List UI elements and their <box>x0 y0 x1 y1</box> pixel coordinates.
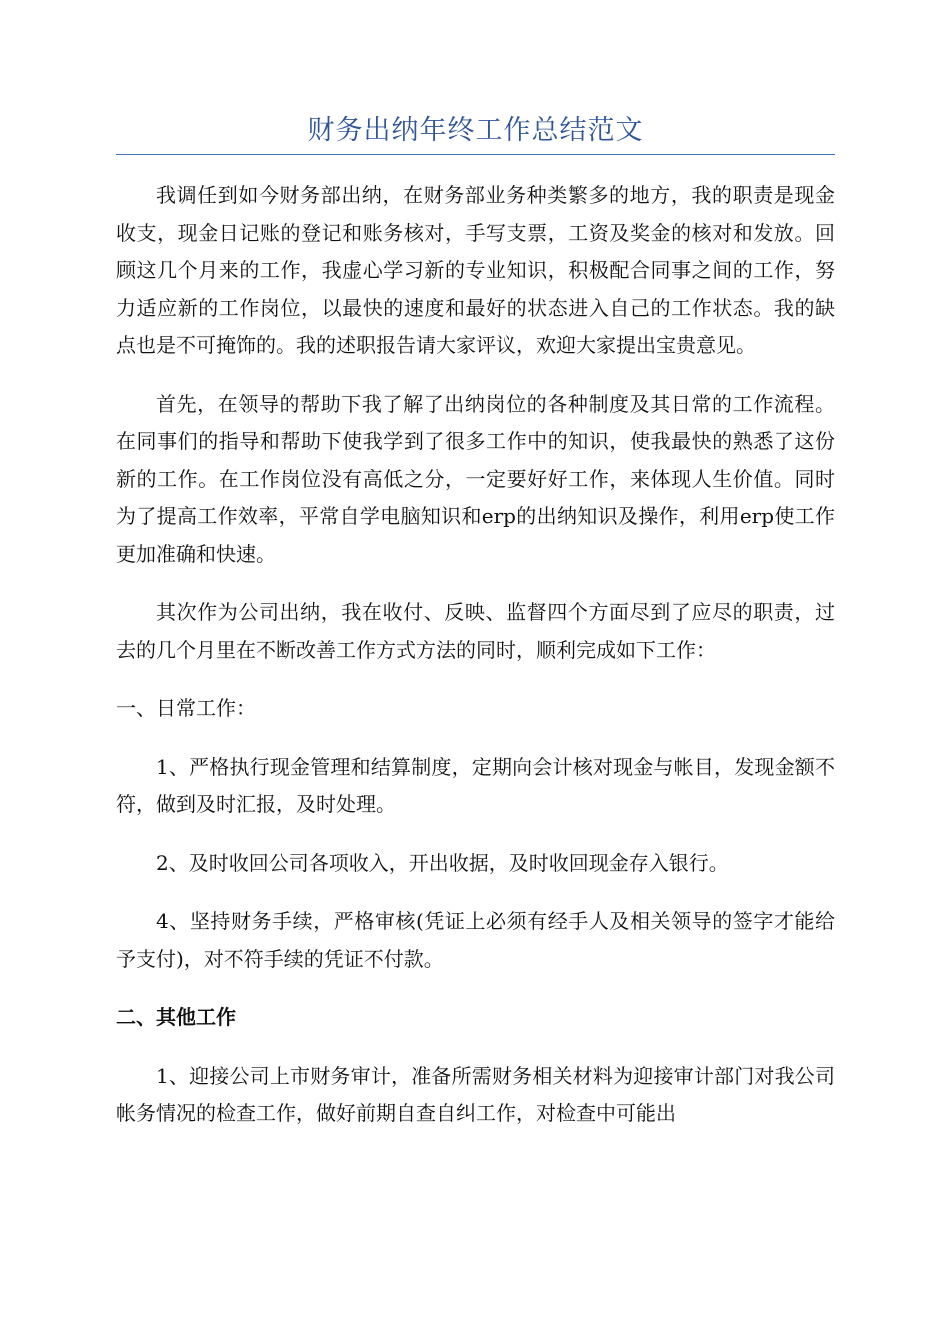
first-paragraph: 首先，在领导的帮助下我了解了出纳岗位的各种制度及其日常的工作流程。在同事们的指导和帮助下使我学到了很多工作中的知识，使我最快的熟悉了这份新的工作。在工作岗位没有高低之分，一定要好好工作，来体现人生价值。同时为了提高工作效率，平常自学电脑知识和erp的出纳知识及操作，利用erp使工作更加准确和快速。 <box>116 391 835 566</box>
list-item: 2、及时收回公司各项收入，开出收据，及时收回现金存入银行。 <box>156 850 729 875</box>
list-item: 4、坚持财务手续，严格审核(凭证上必须有经手人及相关领导的签字才能给予支付)，对不符手续的凭证不付款。 <box>116 909 835 971</box>
second-paragraph: 其次作为公司出纳，我在收付、反映、监督四个方面尽到了应尽的职责，过去的几个月里在不断改善工作方式方法的同时，顺利完成如下工作： <box>116 600 835 662</box>
section-heading-daily-work: 一、日常工作： <box>116 696 256 720</box>
title-underline <box>116 154 835 155</box>
list-item: 1、严格执行现金管理和结算制度，定期向会计核对现金与帐目，发现金额不符，做到及时汇报，及时处理。 <box>116 754 835 816</box>
intro-paragraph: 我调任到如今财务部出纳，在财务部业务种类繁多的地方，我的职责是现金收支，现金日记账的登记和账务核对，手写支票，工资及奖金的核对和发放。回顾这几个月来的工作，我虚心学习新的专业知识，积极配合同事之间的工作，努力适应新的工作岗位，以最快的速度和最好的状态进入自己的工作状态。我的缺点也是不可掩饰的。我的述职报告请大家评议，欢迎大家提出宝贵意见。 <box>116 183 835 357</box>
document-page <box>116 112 835 1154</box>
section-heading-other-work: 二、其他工作 <box>116 1005 236 1029</box>
document-title: 财务出纳年终工作总结范文 <box>307 115 644 146</box>
list-item: 1、迎接公司上市财务审计，准备所需财务相关材料为迎接审计部门对我公司帐务情况的检查工作，做好前期自查自纠工作，对检查中可能出 <box>116 1063 835 1125</box>
